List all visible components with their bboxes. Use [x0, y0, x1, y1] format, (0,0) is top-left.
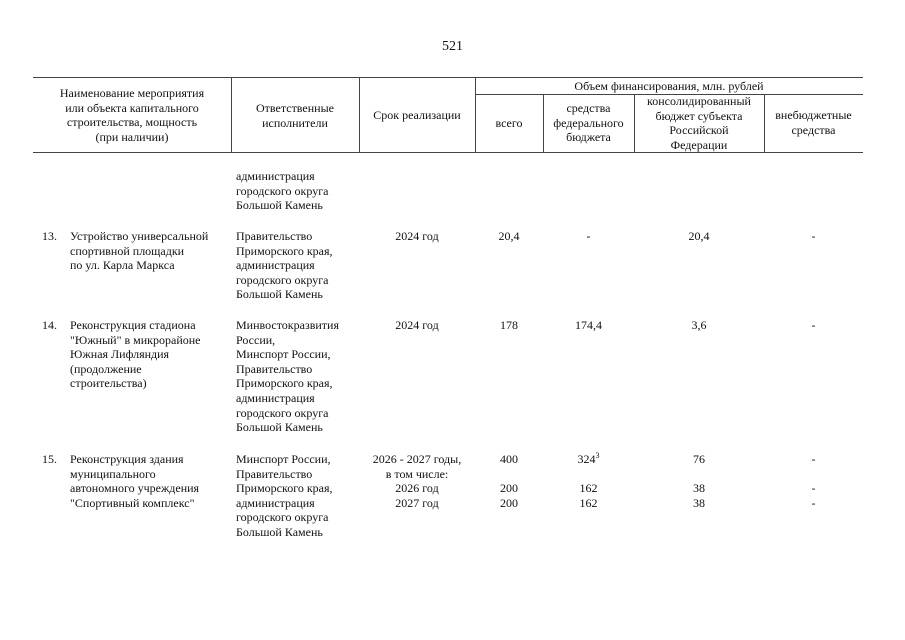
row-15-number: 15.	[42, 452, 57, 466]
row-15-total: 400 200 200	[500, 452, 518, 510]
row-14-regional: 3,6	[691, 318, 707, 332]
header-extrabudget: внебюджетные средства	[775, 108, 852, 137]
row-15-extrabudget: - - -	[811, 452, 816, 510]
table-top-rule	[33, 77, 863, 78]
row-15-name: Реконструкция здания муниципального автономного учреждения "Спортивный комплекс"	[70, 452, 200, 510]
header-funding-title: Объем финансирования, млн. рублей	[574, 79, 764, 93]
header-period: Срок реализации	[373, 108, 461, 122]
row-15-regional: 76 38 38	[693, 452, 705, 510]
row-14-name: Реконструкция стадиона "Южный" в микрорайоне Южная Лифляндия (продолжение строительства)	[70, 318, 201, 391]
row-15-executors: Минспорт России, Правительство Приморского края, администрация городского округа Большой Камень	[236, 452, 333, 539]
row-15-period: 2026 - 2027 годы, в том числе: 2026 год 2027 год	[372, 452, 462, 510]
header-federal: средства федерального бюджета	[553, 101, 624, 145]
row-13-total: 20,4	[498, 229, 520, 243]
federal-footnote-mark: 3	[595, 451, 600, 460]
row-14-period: 2024 год	[395, 318, 439, 332]
header-regional: консолидированный бюджет субъекта Российской Федерации	[647, 94, 751, 152]
row-14-federal: 174,4	[575, 318, 602, 332]
continuation-executors: администрация городского округа Большой Камень	[236, 169, 329, 213]
row-13-federal: -	[586, 229, 591, 243]
page-number: 521	[442, 39, 463, 54]
row-13-name: Устройство универсальной спортивной площадки по ул. Карла Маркса	[70, 229, 209, 273]
row-14-executors: Минвостокразвития России, Минспорт России, Правительство Приморского края, администрация городского округа Большой Камень	[236, 318, 339, 435]
row-14-extrabudget: -	[811, 318, 816, 332]
header-executors: Ответственные исполнители	[256, 101, 334, 130]
row-13-period: 2024 год	[395, 229, 439, 243]
row-14-number: 14.	[42, 318, 57, 332]
row-13-regional: 20,4	[688, 229, 710, 243]
row-13-executors: Правительство Приморского края, администрация городского округа Большой Камень	[236, 229, 333, 302]
header-name: Наименование мероприятия или объекта капитального строительства, мощность (при наличии)	[59, 86, 205, 144]
row-14-total: 178	[500, 318, 518, 332]
header-total: всего	[495, 116, 523, 130]
row-13-extrabudget: -	[811, 229, 816, 243]
row-15-federal: $324^3$ 162 162	[577, 451, 600, 510]
row-13-number: 13.	[42, 229, 57, 243]
